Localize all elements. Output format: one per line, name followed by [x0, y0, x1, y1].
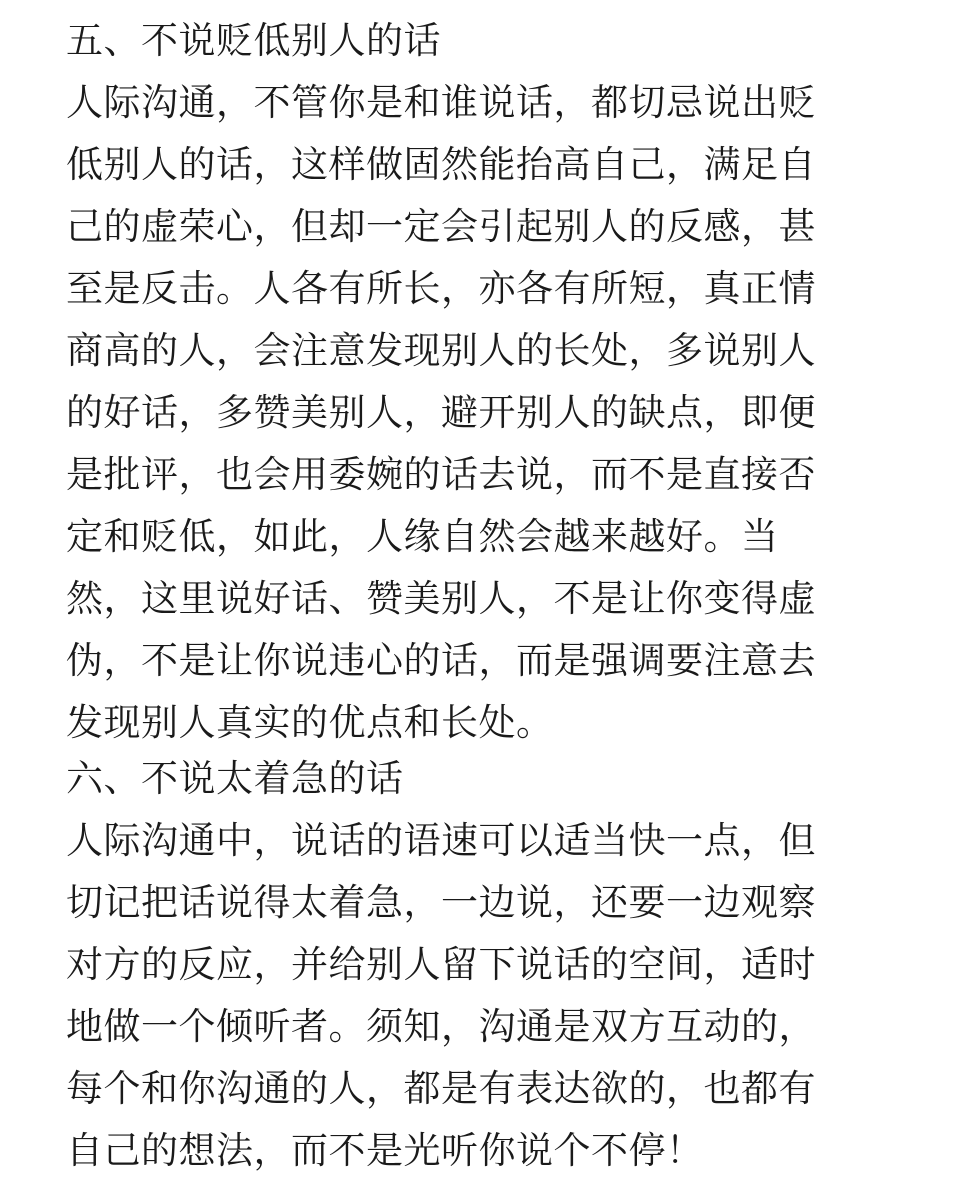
paragraph-line: 伪，不是让你说违心的话，而是强调要注意去: [66, 639, 816, 682]
paragraph-line: 发现别人真实的优点和长处。: [66, 701, 554, 744]
paragraph-line: 己的虚荣心，但却一定会引起别人的反感，甚: [66, 205, 816, 248]
paragraph-line: 人际沟通，不管你是和谁说话，都切忌说出贬: [66, 81, 816, 124]
paragraph-line: 定和贬低，如此，人缘自然会越来越好。当: [66, 515, 779, 558]
section-heading: 六、不说太着急的话: [66, 757, 404, 800]
paragraph-line: 商高的人，会注意发现别人的长处，多说别人: [66, 329, 816, 372]
paragraph-line: 每个和你沟通的人，都是有表达欲的，也都有: [66, 1067, 816, 1110]
paragraph-line: 自己的想法，而不是光听你说个不停！: [66, 1129, 704, 1172]
paragraph-line: 低别人的话，这样做固然能抬高自己，满足自: [66, 143, 816, 186]
paragraph-line: 是批评，也会用委婉的话去说，而不是直接否: [66, 453, 816, 496]
section-five: [66, 10, 886, 754]
section-six: [66, 748, 886, 1182]
paragraph-line: 的好话，多赞美别人，避开别人的缺点，即便: [66, 391, 816, 434]
paragraph-line: 然，这里说好话、赞美别人，不是让你变得虚: [66, 577, 816, 620]
paragraph-line: 对方的反应，并给别人留下说话的空间，适时: [66, 943, 816, 986]
paragraph-line: 切记把话说得太着急，一边说，还要一边观察: [66, 881, 816, 924]
paragraph-line: 地做一个倾听者。须知，沟通是双方互动的，: [66, 1005, 816, 1048]
section-heading: 五、不说贬低别人的话: [66, 19, 441, 62]
paragraph-line: 至是反击。人各有所长，亦各有所短，真正情: [66, 267, 816, 310]
paragraph-line: 人际沟通中，说话的语速可以适当快一点，但: [66, 819, 816, 862]
